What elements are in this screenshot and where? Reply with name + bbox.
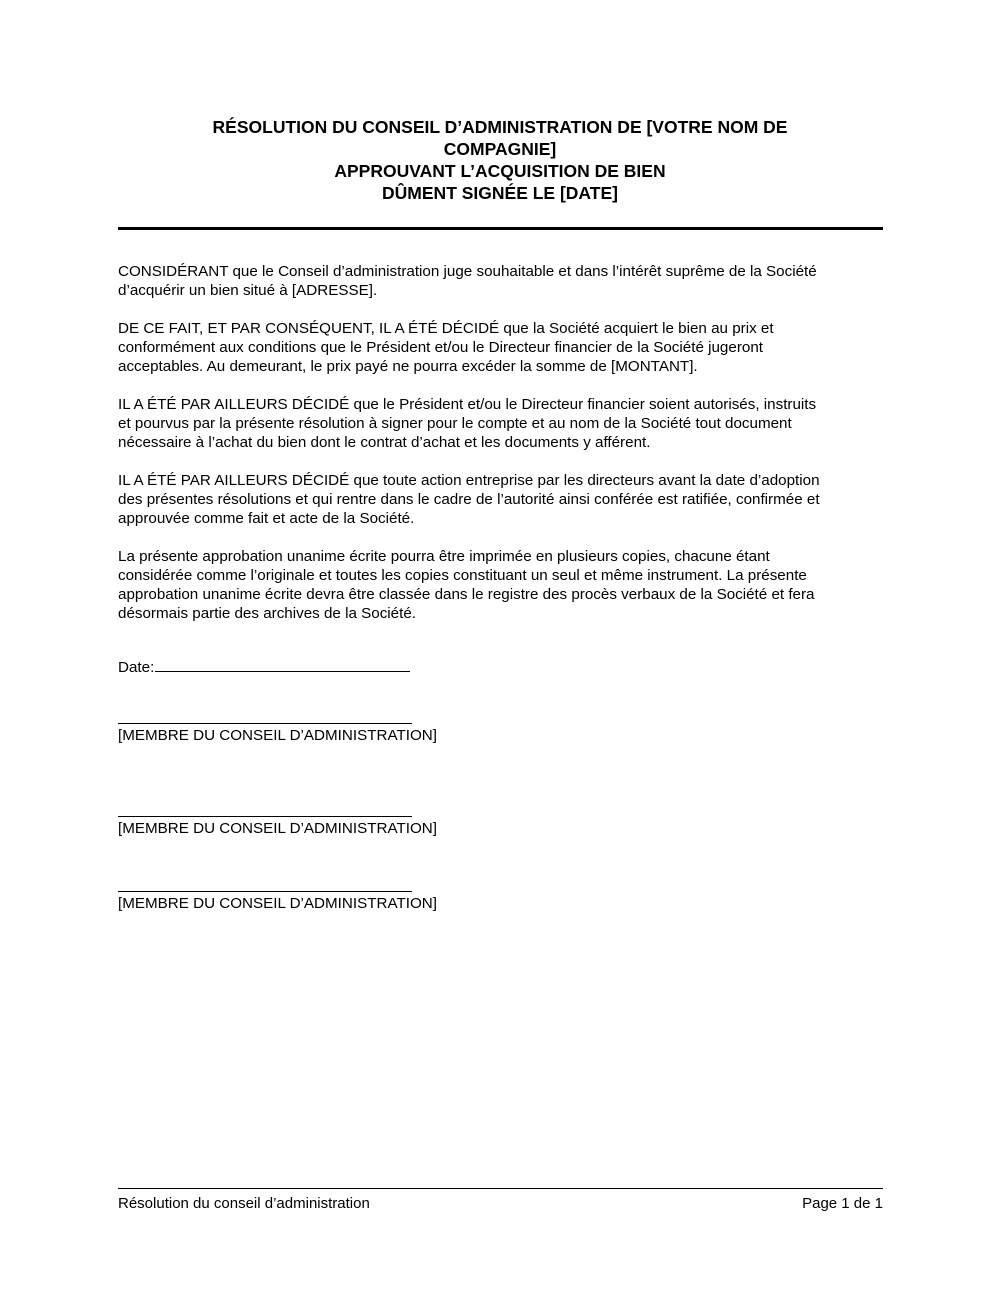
- text-line: approuvée comme fait et acte de la Société.: [118, 510, 415, 527]
- text-line: CONSIDÉRANT que le Conseil d’administration juge souhaitable et dans l’intérêt suprême de la Société: [118, 263, 817, 280]
- signature-label: [MEMBRE DU CONSEIL D’ADMINISTRATION]: [118, 895, 437, 912]
- text-line: d’acquérir un bien situé à [ADRESSE].: [118, 282, 378, 299]
- text-line: conformément aux conditions que le Président et/ou le Directeur financier de la Société jugeront: [118, 339, 763, 356]
- title-line: DÛMENT SIGNÉE LE [DATE]: [382, 183, 618, 203]
- text-line: approbation unanime écrite devra être classée dans le registre des procès verbaux de la Société et fera: [118, 586, 815, 603]
- date-blank-line[interactable]: [155, 656, 410, 672]
- text-line: DE CE FAIT, ET PAR CONSÉQUENT, IL A ÉTÉ DÉCIDÉ que la Société acquiert le bien au prix et: [118, 320, 774, 337]
- signature-block-2: [118, 816, 437, 838]
- paragraph-decide-authorisation: [118, 395, 888, 452]
- text-line: IL A ÉTÉ PAR AILLEURS DÉCIDÉ que le Président et/ou le Directeur financier soient autorisés, instruits: [118, 396, 817, 413]
- title-line: APPROUVANT L’ACQUISITION DE BIEN: [334, 161, 666, 181]
- footer-page-number: Page 1 de 1: [802, 1195, 883, 1212]
- date-field: [118, 656, 410, 677]
- document-title: [118, 116, 882, 204]
- footer-document-name: Résolution du conseil d’administration: [118, 1195, 370, 1212]
- paragraph-decide-acquisition: [118, 319, 888, 376]
- document-body: [118, 262, 888, 642]
- text-line: désormais partie des archives de la Société.: [118, 605, 416, 622]
- text-line: considérée comme l’originale et toutes les copies constituant un seul et même instrument. La présente: [118, 567, 807, 584]
- text-line: des présentes résolutions et qui rentre dans le cadre de l’autorité ainsi conférée est ratifiée, confirmée et: [118, 491, 820, 508]
- date-label: Date:: [118, 659, 155, 676]
- title-line: COMPAGNIE]: [443, 139, 557, 159]
- text-line: IL A ÉTÉ PAR AILLEURS DÉCIDÉ que toute action entreprise par les directeurs avant la date d’adoption: [118, 472, 820, 489]
- paragraph-decide-ratification: [118, 471, 888, 528]
- signature-label: [MEMBRE DU CONSEIL D’ADMINISTRATION]: [118, 727, 437, 744]
- text-line: La présente approbation unanime écrite pourra être imprimée en plusieurs copies, chacune étant: [118, 548, 770, 565]
- footer-divider: [118, 1188, 883, 1189]
- text-line: et pourvus par la présente résolution à signer pour le compte et au nom de la Société tout document: [118, 415, 792, 432]
- signature-label: [MEMBRE DU CONSEIL D’ADMINISTRATION]: [118, 820, 437, 837]
- signature-line[interactable]: [118, 891, 412, 892]
- signature-line[interactable]: [118, 816, 412, 817]
- text-line: acceptables. Au demeurant, le prix payé ne pourra excéder la somme de [MONTANT].: [118, 358, 698, 375]
- text-line: nécessaire à l’achat du bien dont le contrat d’achat et les documents y afférent.: [118, 434, 651, 451]
- signature-block-3: [118, 891, 437, 913]
- signature-block-1: [118, 723, 437, 745]
- title-line: RÉSOLUTION DU CONSEIL D’ADMINISTRATION DE [VOTRE NOM DE: [212, 117, 788, 137]
- paragraph-approbation: [118, 547, 888, 623]
- signature-line[interactable]: [118, 723, 412, 724]
- title-divider: [118, 227, 883, 230]
- paragraph-considerant: [118, 262, 888, 300]
